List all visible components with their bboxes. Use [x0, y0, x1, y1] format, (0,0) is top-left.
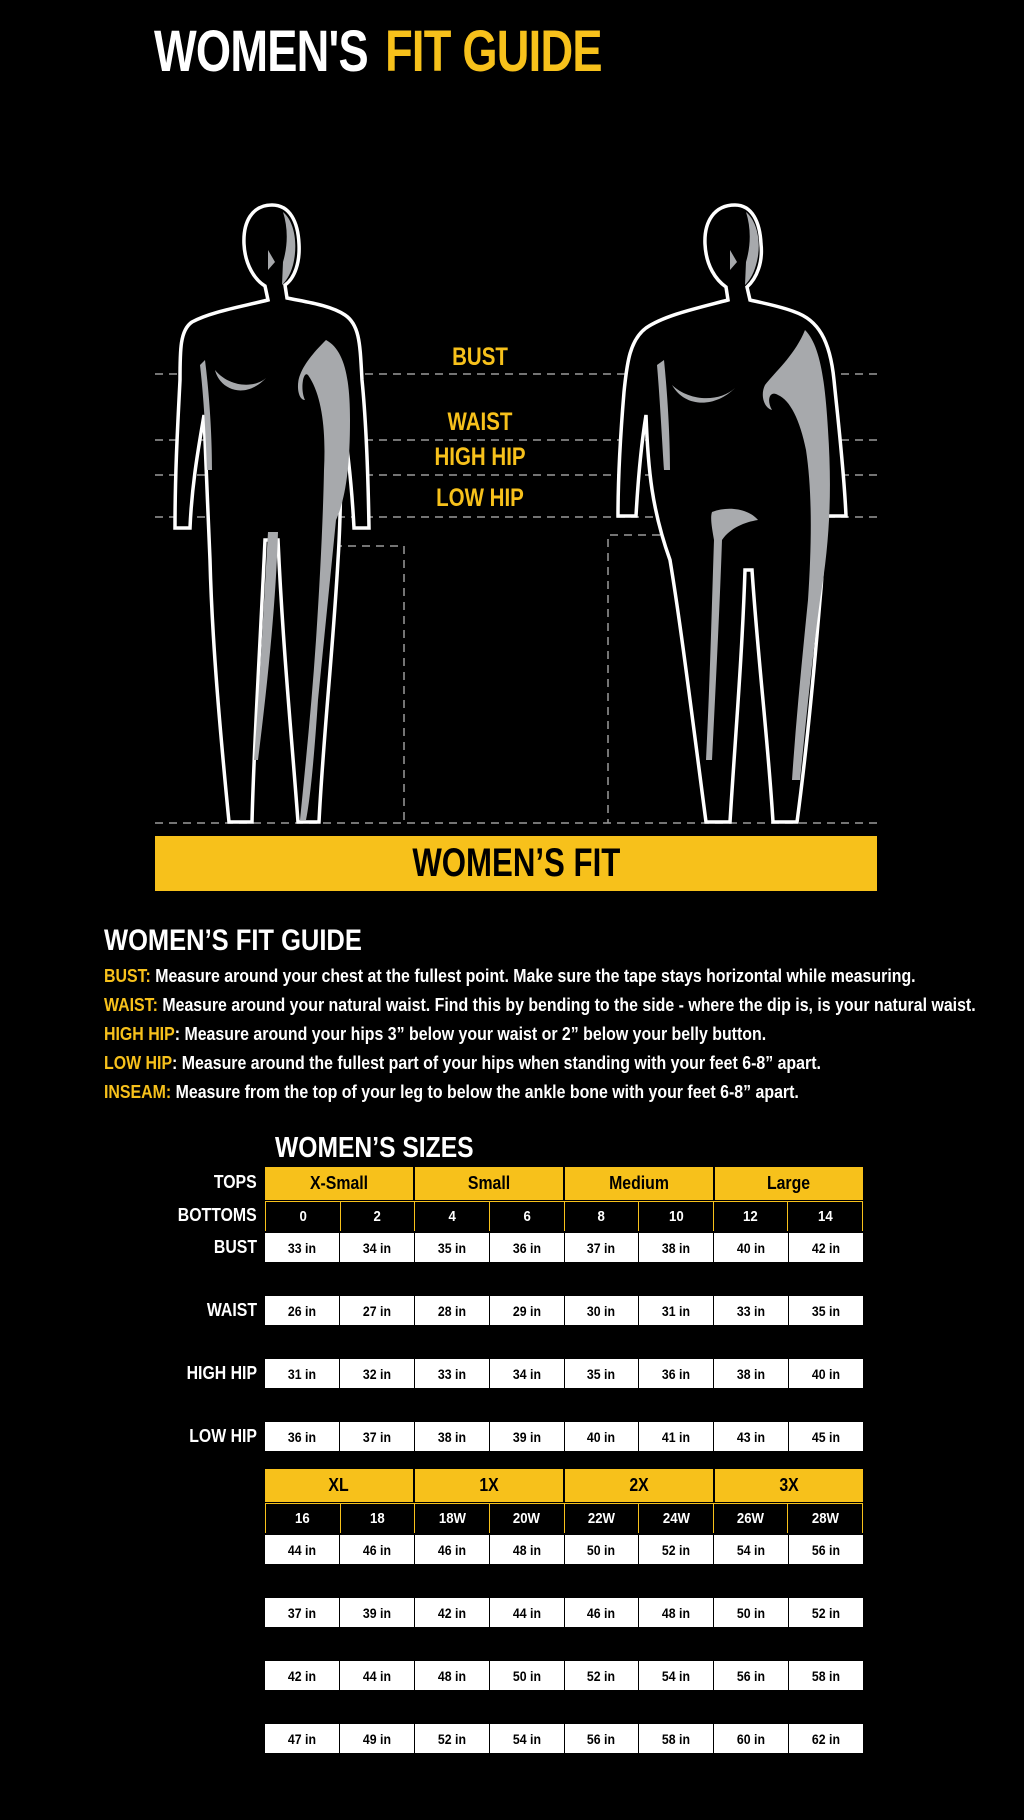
measure-cell: 29 in: [490, 1296, 565, 1325]
bottom-size: 4: [414, 1201, 489, 1231]
bottom-size: 24W: [638, 1503, 713, 1533]
measure-cell: 42 in: [415, 1598, 490, 1627]
table2-bottoms-row: [265, 1503, 863, 1533]
fit-guide-list: [104, 961, 1024, 1106]
title-part-gold: FIT GUIDE: [385, 19, 602, 84]
measure-cell: 37 in: [565, 1233, 640, 1262]
plus-figure-silhouette: [618, 205, 846, 822]
table2-bust-row: [265, 1535, 863, 1564]
bottom-size: 14: [787, 1201, 863, 1231]
measure-cell: 33 in: [415, 1359, 490, 1388]
high-hip-measure-label: HIGH HIP: [434, 443, 526, 471]
size-header: X-Small: [265, 1167, 415, 1200]
measure-cell: 41 in: [639, 1422, 714, 1451]
table1-tops-row: [265, 1167, 863, 1200]
bottom-size: 18: [340, 1503, 415, 1533]
measure-cell: 38 in: [714, 1359, 789, 1388]
bottom-size: 18W: [414, 1503, 489, 1533]
guide-term: LOW HIP: [104, 1052, 173, 1073]
guide-term: BUST:: [104, 965, 151, 986]
table2-low-hip-row: [265, 1724, 863, 1753]
measure-cell: 37 in: [265, 1598, 340, 1627]
guide-desc: Measure around your natural waist. Find this by bending to the side - where the dip is, is your natural waist.: [157, 994, 976, 1015]
measure-cell: 52 in: [415, 1724, 490, 1753]
size-header: Large: [715, 1167, 863, 1200]
bottom-size: 28W: [787, 1503, 863, 1533]
low-hip-measure-label: LOW HIP: [436, 484, 524, 512]
measure-cell: 42 in: [265, 1661, 340, 1690]
measure-cell: 52 in: [789, 1598, 863, 1627]
measure-cell: 54 in: [639, 1661, 714, 1690]
measure-cell: 50 in: [490, 1661, 565, 1690]
bottom-size: 0: [265, 1201, 340, 1231]
measure-cell: 32 in: [340, 1359, 415, 1388]
bottom-size: 16: [265, 1503, 340, 1533]
measure-cell: 54 in: [714, 1535, 789, 1564]
measure-cell: 46 in: [565, 1598, 640, 1627]
guide-item-waist: [104, 990, 976, 1019]
measure-cell: 35 in: [789, 1296, 863, 1325]
measure-cell: 58 in: [789, 1661, 863, 1690]
measure-cell: 47 in: [265, 1724, 340, 1753]
measure-cell: 40 in: [565, 1422, 640, 1451]
measure-cell: 35 in: [415, 1233, 490, 1262]
womens-fit-banner: [155, 836, 877, 891]
bust-measure-label: BUST: [452, 343, 508, 371]
measure-cell: 33 in: [714, 1296, 789, 1325]
sizes-heading: WOMEN’S SIZES: [275, 1132, 474, 1164]
table1-waist-row: [265, 1296, 863, 1325]
table2-high-hip-row: [265, 1661, 863, 1690]
waist-measure-label: WAIST: [447, 408, 513, 436]
bottom-size: 20W: [489, 1503, 564, 1533]
table2-waist-row: [265, 1598, 863, 1627]
measure-cell: 49 in: [340, 1724, 415, 1753]
measure-cell: 48 in: [639, 1598, 714, 1627]
measure-cell: 48 in: [490, 1535, 565, 1564]
banner-label: WOMEN’S FIT: [412, 841, 620, 885]
measure-cell: 50 in: [565, 1535, 640, 1564]
row-label-tops: TOPS: [214, 1172, 257, 1192]
table1-high-hip-row: [265, 1359, 863, 1388]
measure-cell: 58 in: [639, 1724, 714, 1753]
measure-cell: 31 in: [639, 1296, 714, 1325]
size-header: 1X: [415, 1469, 565, 1502]
measure-cell: 38 in: [639, 1233, 714, 1262]
measure-cell: 48 in: [415, 1661, 490, 1690]
slim-figure-silhouette: [175, 205, 369, 822]
measure-cell: 52 in: [639, 1535, 714, 1564]
bottom-size: 22W: [564, 1503, 639, 1533]
guide-item-high-hip: [104, 1019, 976, 1048]
bottom-size: 26W: [713, 1503, 788, 1533]
measure-cell: 37 in: [340, 1422, 415, 1451]
measure-cell: 45 in: [789, 1422, 863, 1451]
measure-cell: 44 in: [265, 1535, 340, 1564]
bottom-size: 12: [713, 1201, 788, 1231]
fit-guide-heading: WOMEN’S FIT GUIDE: [104, 924, 362, 957]
measure-cell: 33 in: [265, 1233, 340, 1262]
measure-cell: 36 in: [639, 1359, 714, 1388]
table2-tops-row: [265, 1469, 863, 1502]
bottom-size: 2: [340, 1201, 415, 1231]
measure-cell: 40 in: [714, 1233, 789, 1262]
row-label-waist: WAIST: [206, 1300, 257, 1320]
measure-cell: 39 in: [490, 1422, 565, 1451]
guide-desc: Measure from the top of your leg to below the ankle bone with your feet 6-8” apart.: [171, 1081, 799, 1102]
bottom-size: 6: [489, 1201, 564, 1231]
title-part-white: WOMEN'S: [154, 19, 368, 84]
measure-cell: 40 in: [789, 1359, 863, 1388]
measure-cell: 30 in: [565, 1296, 640, 1325]
measure-cell: 54 in: [490, 1724, 565, 1753]
measure-cell: 42 in: [789, 1233, 863, 1262]
measure-cell: 56 in: [714, 1661, 789, 1690]
measure-cell: 46 in: [340, 1535, 415, 1564]
measure-cell: 44 in: [490, 1598, 565, 1627]
size-header: Small: [415, 1167, 565, 1200]
table1-bottoms-row: [265, 1201, 863, 1231]
guide-term: HIGH HIP: [104, 1023, 175, 1044]
guide-item-bust: [104, 961, 976, 990]
bottom-size: 10: [638, 1201, 713, 1231]
guide-item-inseam: [104, 1077, 976, 1106]
guide-desc: : Measure around the fullest part of your hips when standing with your feet 6-8” apart.: [172, 1052, 821, 1073]
measure-cell: 34 in: [340, 1233, 415, 1262]
measure-cell: 44 in: [340, 1661, 415, 1690]
measure-cell: 62 in: [789, 1724, 863, 1753]
measure-cell: 43 in: [714, 1422, 789, 1451]
measure-cell: 52 in: [565, 1661, 640, 1690]
size-header: 3X: [715, 1469, 863, 1502]
measure-cell: 46 in: [415, 1535, 490, 1564]
table1-low-hip-row: [265, 1422, 863, 1451]
measure-cell: 36 in: [265, 1422, 340, 1451]
measure-cell: 28 in: [415, 1296, 490, 1325]
guide-item-low-hip: [104, 1048, 976, 1077]
guide-desc: : Measure around your hips 3” below your waist or 2” below your belly button.: [174, 1023, 767, 1044]
measure-cell: 56 in: [789, 1535, 863, 1564]
measure-cell: 35 in: [565, 1359, 640, 1388]
row-label-low-hip: LOW HIP: [189, 1426, 257, 1446]
measure-cell: 36 in: [490, 1233, 565, 1262]
measure-cell: 34 in: [490, 1359, 565, 1388]
table1-bust-row: [265, 1233, 863, 1262]
row-label-high-hip: HIGH HIP: [186, 1363, 257, 1383]
measure-cell: 39 in: [340, 1598, 415, 1627]
measure-cell: 56 in: [565, 1724, 640, 1753]
bottom-size: 8: [564, 1201, 639, 1231]
row-label-bottoms: BOTTOMS: [178, 1205, 257, 1225]
guide-term: WAIST:: [104, 994, 158, 1015]
measure-cell: 31 in: [265, 1359, 340, 1388]
measure-cell: 50 in: [714, 1598, 789, 1627]
guide-term: INSEAM:: [104, 1081, 172, 1102]
guide-desc: Measure around your chest at the fullest point. Make sure the tape stays horizontal while measuring.: [150, 965, 916, 986]
measure-cell: 60 in: [714, 1724, 789, 1753]
measure-cell: 38 in: [415, 1422, 490, 1451]
measure-cell: 27 in: [340, 1296, 415, 1325]
size-header: 2X: [565, 1469, 715, 1502]
size-header: Medium: [565, 1167, 715, 1200]
size-header: XL: [265, 1469, 415, 1502]
measure-cell: 26 in: [265, 1296, 340, 1325]
row-label-bust: BUST: [213, 1237, 257, 1257]
